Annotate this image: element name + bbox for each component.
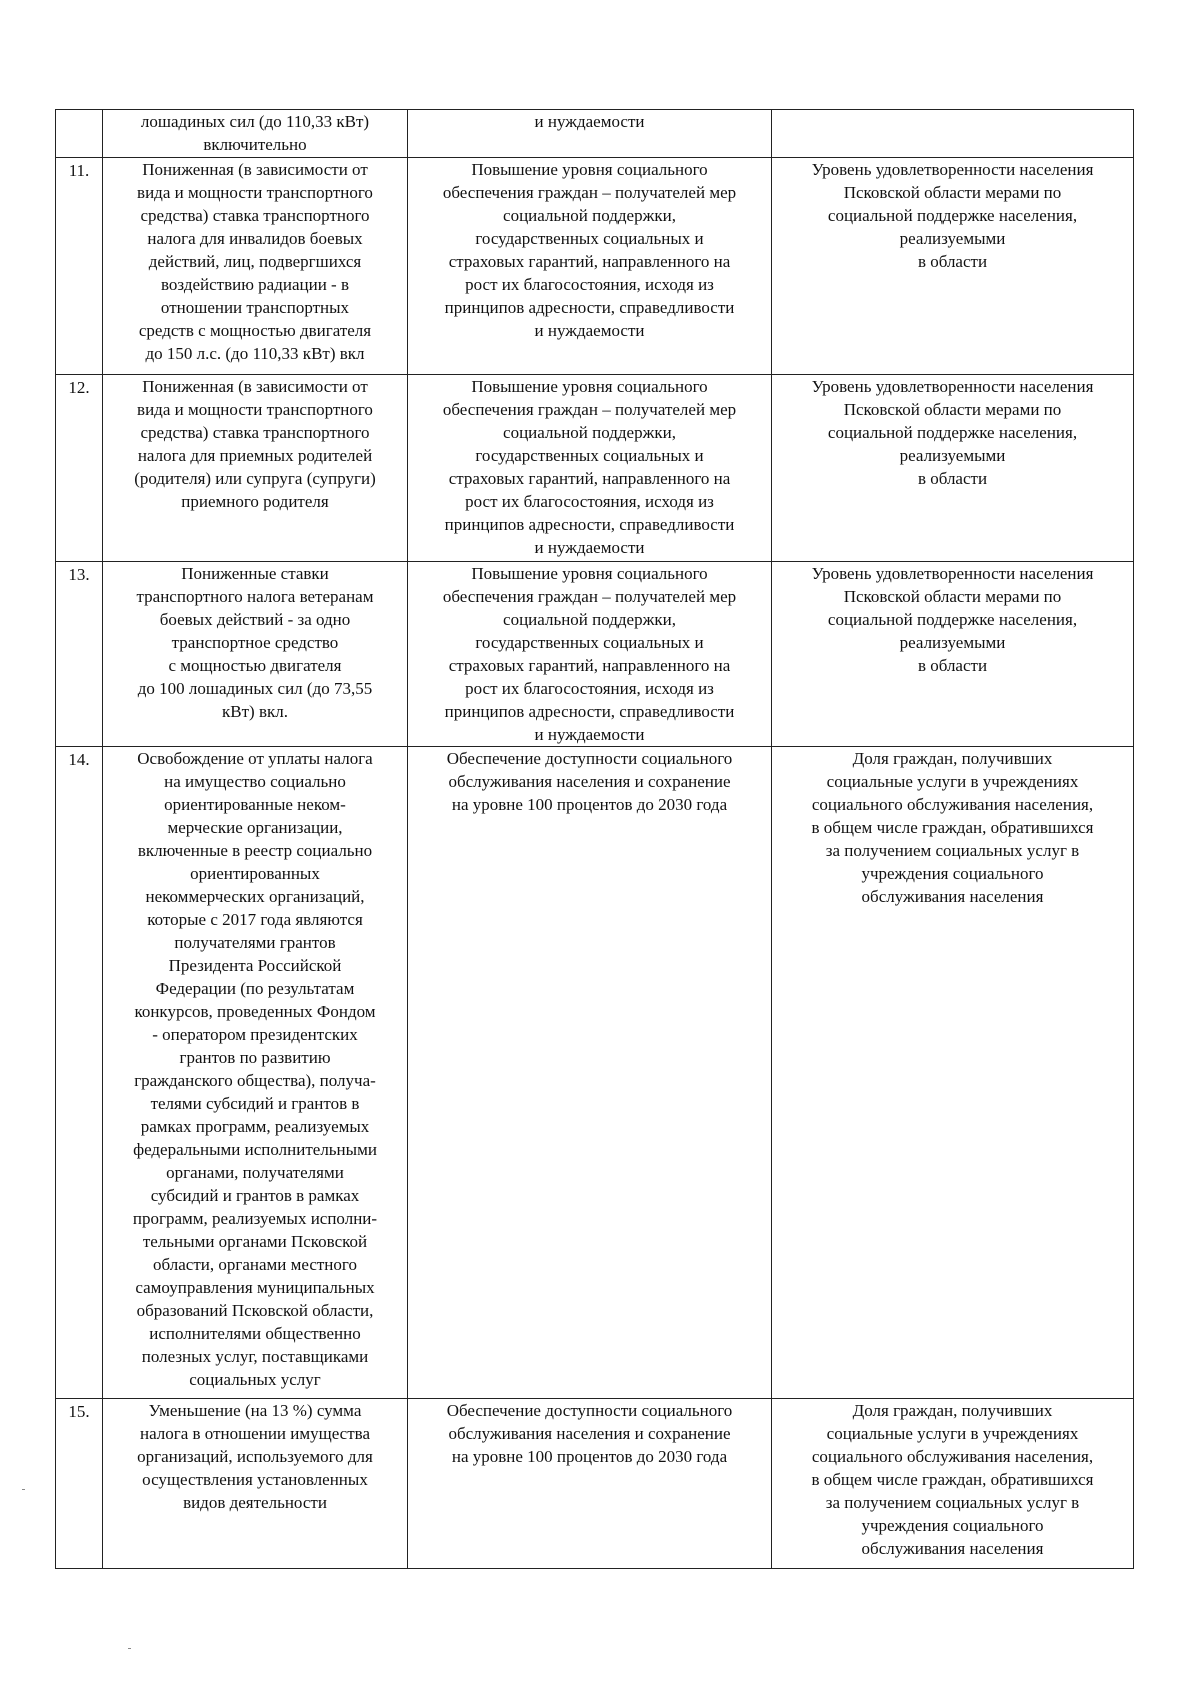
table-row [56,562,1134,747]
row-number [56,110,103,158]
indicator-cell: Уровень удовлетворенности населения Псковской области мерами по социальной поддержке населения, реализуемыми в области [772,158,1134,375]
table-row [56,375,1134,562]
row-number: 15. [56,1399,103,1569]
goal-cell: Обеспечение доступности социального обслуживания населения и сохранение на уровне 100 процентов до 2030 года [408,1399,772,1569]
indicator-cell: Доля граждан, получивших социальные услуги в учреждениях социального обслуживания населения, в общем числе граждан, обратившихся за получением социальных услуг в учреждения социального обслуживания населения [772,747,1134,1399]
indicator-cell: Уровень удовлетворенности населения Псковской области мерами по социальной поддержке населения, реализуемыми в области [772,375,1134,562]
scan-artifact [22,1489,25,1490]
row-number: 13. [56,562,103,747]
table-row [56,747,1134,1399]
goal-cell: и нуждаемости [408,110,772,158]
tax-benefits-table [55,109,1134,1569]
indicator-cell: Доля граждан, получивших социальные услуги в учреждениях социального обслуживания населения, в общем числе граждан, обратившихся за получением социальных услуг в учреждения социального обслуживания населения [772,1399,1134,1569]
benefit-cell: Пониженные ставки транспортного налога ветеранам боевых действий - за одно транспортное средство с мощностью двигателя до 100 лошадиных сил (до 73,55 кВт) вкл. [103,562,408,747]
benefit-cell: Уменьшение (на 13 %) сумма налога в отношении имущества организаций, используемого для осуществления установленных видов деятельности [103,1399,408,1569]
indicator-cell: Уровень удовлетворенности населения Псковской области мерами по социальной поддержке населения, реализуемыми в области [772,562,1134,747]
benefit-cell: Пониженная (в зависимости от вида и мощности транспортного средства) ставка транспортного налога для инвалидов боевых действий, лиц, подвергшихся воздействию радиации - в отношении транспортных средств с мощностью двигателя до 150 л.с. (до 110,33 кВт) вкл [103,158,408,375]
scan-artifact [128,1648,131,1649]
row-number: 11. [56,158,103,375]
row-number: 12. [56,375,103,562]
table-row [56,110,1134,158]
goal-cell: Повышение уровня социального обеспечения граждан – получателей мер социальной поддержки, государственных социальных и страховых гарантий, направленного на рост их благосостояния, исходя из принципов адресности, справедливости и нуждаемости [408,375,772,562]
goal-cell: Обеспечение доступности социального обслуживания населения и сохранение на уровне 100 процентов до 2030 года [408,747,772,1399]
indicator-cell [772,110,1134,158]
table-row [56,1399,1134,1569]
benefit-cell: Освобождение от уплаты налога на имущество социально ориентированные неком- мерческие организации, включенные в реестр социально ориентированных некоммерческих организаций, которые с 2017 года являются получателями грантов Президента Российской Федерации (по результатам конкурсов, проведенных Фондом - оператором президентских грантов по развитию гражданского общества), получа- телями субсидий и грантов в рамках программ, реализуемых федеральными исполнительными органами, получателями субсидий и грантов в рамках программ, реализуемых исполни- тельными органами Псковской области, органами местного самоуправления муниципальных образований Псковской области, исполнителями общественно полезных услуг, поставщиками социальных услуг [103,747,408,1399]
table-row [56,158,1134,375]
benefit-cell: Пониженная (в зависимости от вида и мощности транспортного средства) ставка транспортного налога для приемных родителей (родителя) или супруга (супруги) приемного родителя [103,375,408,562]
row-number: 14. [56,747,103,1399]
benefit-cell: лошадиных сил (до 110,33 кВт) включительно [103,110,408,158]
goal-cell: Повышение уровня социального обеспечения граждан – получателей мер социальной поддержки, государственных социальных и страховых гарантий, направленного на рост их благосостояния, исходя из принципов адресности, справедливости и нуждаемости [408,158,772,375]
goal-cell: Повышение уровня социального обеспечения граждан – получателей мер социальной поддержки, государственных социальных и страховых гарантий, направленного на рост их благосостояния, исходя из принципов адресности, справедливости и нуждаемости [408,562,772,747]
